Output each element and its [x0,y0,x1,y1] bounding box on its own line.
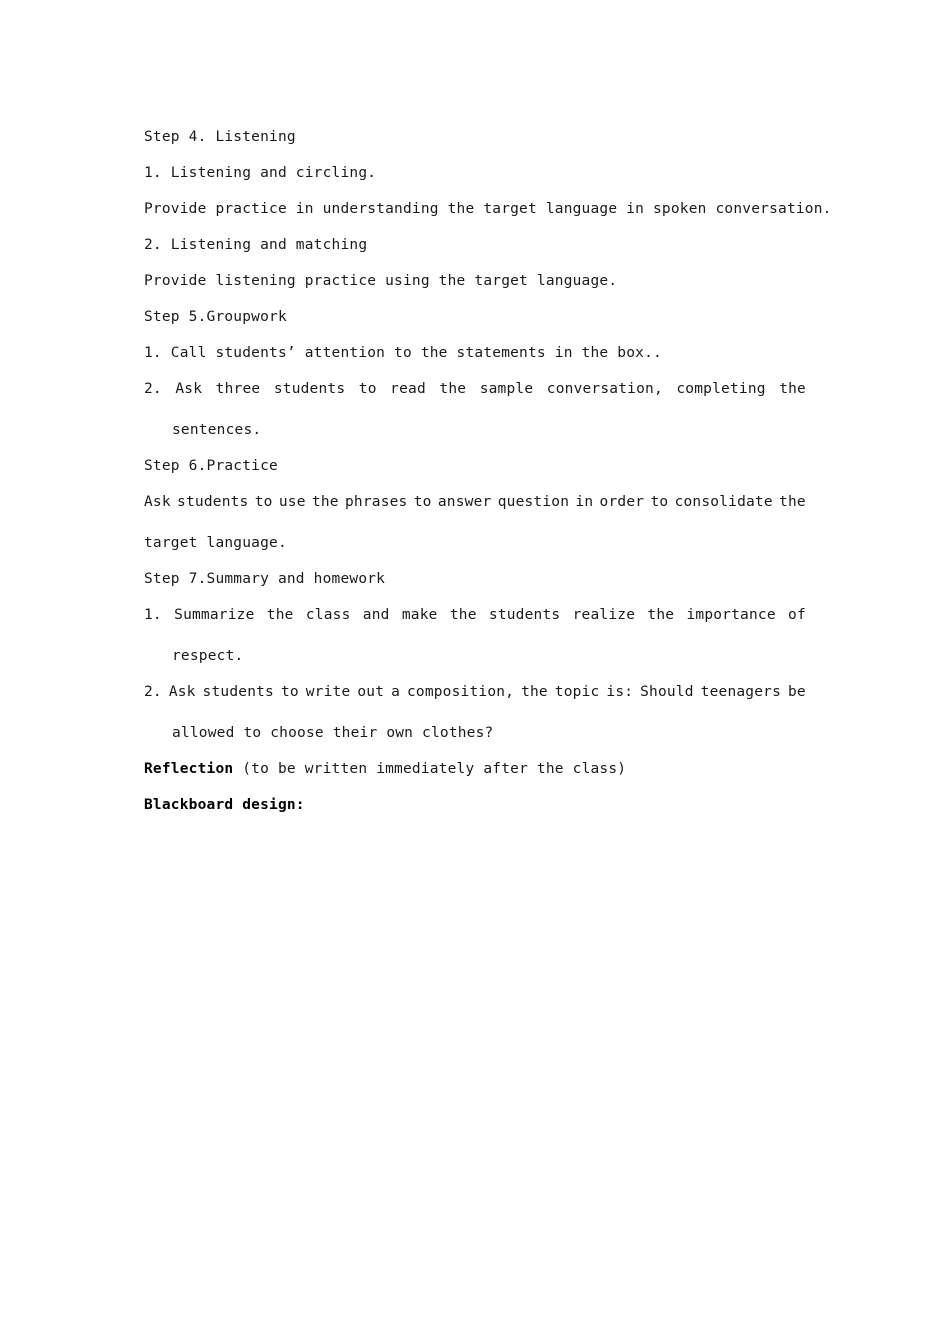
word: of [788,607,806,623]
word: sample [479,381,534,397]
groupwork-item-2 [144,379,806,399]
word: conversation, [546,381,663,397]
word: is: [606,684,634,700]
word: composition, [406,684,515,700]
summary-item-1 [144,605,806,625]
word: the [521,684,548,700]
word: the [266,607,294,623]
word: the [439,381,467,397]
word: students [488,607,561,623]
reflection-note: (to be written immediately after the class) [233,761,627,777]
word: a [391,684,401,700]
step-4-heading: Step 4. Listening [144,129,296,145]
word: in [575,494,594,510]
word: students [177,494,249,510]
step-5-heading: Step 5.Groupwork [144,309,287,325]
word: to [254,494,273,510]
document-page [144,0,832,1344]
practice-description-continuation: target language. [144,535,287,551]
listening-circling-item: 1. Listening and circling. [144,165,377,181]
word: importance [686,607,776,623]
word: Should [640,684,694,700]
summary-item-1-continuation: respect. [172,648,244,664]
listening-matching-description: Provide listening practice using the target language. [144,273,618,289]
reflection-label: Reflection [144,761,234,777]
word: answer [437,494,492,510]
word: Ask [175,381,203,397]
word: 2. [144,684,162,700]
summary-item-2-continuation: allowed to choose their own clothes? [172,725,494,741]
word: phrases [344,494,408,510]
practice-description [144,492,806,512]
word: to [280,684,299,700]
word: completing [676,381,766,397]
word: 1. [144,607,162,623]
word: 2. [144,381,162,397]
word: class [305,607,351,623]
word: be [787,684,806,700]
word: topic [554,684,600,700]
word: teenagers [700,684,782,700]
groupwork-item-2-continuation: sentences. [172,422,262,438]
listening-circling-description: Provide practice in understanding the target language in spoken conversation. [144,201,832,217]
word: realize [572,607,636,623]
word: the [449,607,477,623]
word: the [779,494,806,510]
word: to [650,494,669,510]
word: read [390,381,426,397]
word: out [357,684,385,700]
word: students [202,684,274,700]
step-7-heading: Step 7.Summary and homework [144,571,386,587]
step-6-heading: Step 6.Practice [144,458,278,474]
word: Summarize [174,607,255,623]
word: make [401,607,438,623]
word: to [413,494,432,510]
word: the [779,381,806,397]
word: Ask [144,494,171,510]
word: three [215,381,261,397]
word: Ask [168,684,196,700]
groupwork-item-1: 1. Call students’ attention to the statements in the box.. [144,345,662,361]
word: to [358,381,377,397]
word: the [647,607,675,623]
summary-item-2 [144,682,806,702]
listening-matching-item: 2. Listening and matching [144,237,368,253]
blackboard-design-heading: Blackboard design: [144,797,305,813]
word: students [273,381,346,397]
word: use [278,494,306,510]
word: consolidate [674,494,773,510]
word: write [305,684,351,700]
word: the [311,494,339,510]
word: question [497,494,570,510]
word: and [362,607,390,623]
reflection-line [144,759,626,779]
word: order [599,494,645,510]
